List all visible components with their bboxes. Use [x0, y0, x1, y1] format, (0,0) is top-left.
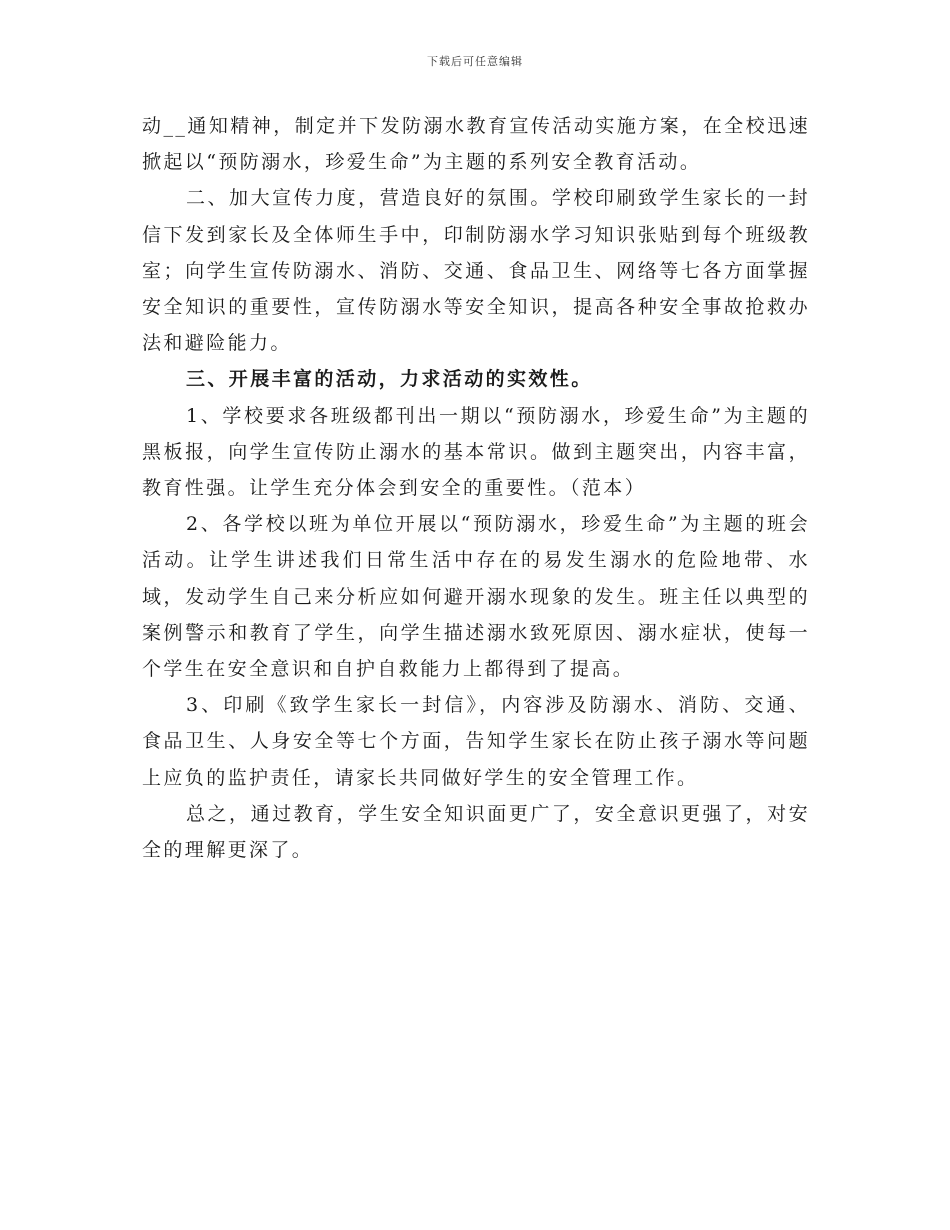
document-body: [142, 108, 810, 868]
paragraph-section-two: 二、加大宣传力度，营造良好的氛围。学校印刷致学生家长的一封信下发到家长及全体师生手中，印制防溺水学习知识张贴到每个班级教室；向学生宣传防溺水、消防、交通、食品卫生、网络等七各方面掌握安全知识的重要性，宣传防溺水等安全知识，提高各种安全事故抢救办法和避险能力。: [142, 187, 810, 355]
paragraph-item-one: 1、学校要求各班级都刊出一期以“预防溺水，珍爱生命”为主题的黑板报，向学生宣传防止溺水的基本常识。做到主题突出，内容丰富，教育性强。让学生充分体会到安全的重要性。（范本）: [142, 404, 810, 500]
paragraph-continuation: 动__通知精神，制定并下发防溺水教育宣传活动实施方案，在全校迅速掀起以“预防溺水，珍爱生命”为主题的系列安全教育活动。: [142, 115, 810, 174]
paragraph-conclusion: 总之，通过教育，学生安全知识面更广了，安全意识更强了，对安全的理解更深了。: [142, 802, 810, 862]
section-heading-three: 三、开展丰富的活动，力求活动的实效性。: [186, 368, 593, 391]
page-header-note: 下载后可任意编辑: [427, 55, 523, 68]
paragraph-item-three: 3、印刷《致学生家长一封信》，内容涉及防溺水、消防、交通、食品卫生、人身安全等七个方面，告知学生家长在防止孩子溺水等问题上应负的监护责任，请家长共同做好学生的安全管理工作。: [142, 694, 810, 789]
paragraph-item-two: 2、各学校以班为单位开展以“预防溺水，珍爱生命”为主题的班会活动。让学生讲述我们日常生活中存在的易发生溺水的危险地带、水域，发动学生自己来分析应如何避开溺水现象的发生。班主任以典型的案例警示和教育了学生，向学生描述溺水致死原因、溺水症状，使每一个学生在安全意识和自护自救能力上都得到了提高。: [142, 513, 810, 681]
